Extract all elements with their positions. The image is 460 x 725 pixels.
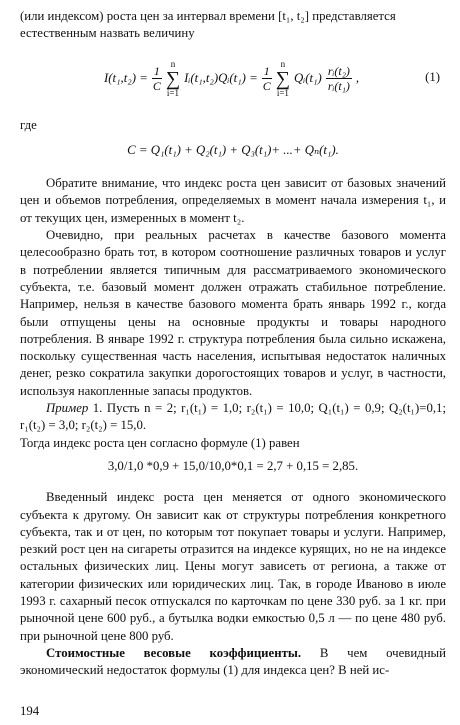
fraction-numerator: rᵢ(t₂): [327, 64, 350, 79]
formula-term: Qᵢ(t₁): [294, 70, 322, 85]
formula-number: (1): [425, 69, 440, 84]
fraction-numerator: 1: [263, 64, 270, 79]
fraction: [152, 64, 162, 93]
fraction: [326, 64, 352, 93]
sum-sign: n ∑ i=1: [165, 58, 181, 98]
section-heading: Стоимостные весовые коэффициенты.: [46, 645, 302, 660]
sum-lower-limit: i=1: [166, 87, 179, 98]
example-label: Пример: [46, 401, 89, 416]
paragraph: [20, 645, 446, 680]
text-line: где: [20, 117, 37, 132]
sum-sign: n ∑ i=1: [275, 58, 291, 98]
fraction-denominator: C: [152, 79, 161, 94]
sum-lower-limit: i=1: [276, 87, 289, 98]
formula-end: ,: [355, 70, 360, 85]
text-line: естественным назвать величину: [20, 26, 195, 41]
example-text: 1. Пусть n = 2; r₁(t₁) = 1,0; r₂(t₁) = 10,0; Q₁(t₁) = 0,9; Q₂(t₁)=0,1; r₁(t₂) = 3,0; r₂(t₂) = 15,0.: [20, 401, 446, 433]
formula-3: 3,0/1,0 *0,9 + 15,0/10,0*0,1 = 2,7 + 0,15 = 2,85.: [107, 458, 359, 473]
fraction: [262, 64, 272, 93]
fraction-denominator: rᵢ(t₁): [327, 79, 350, 94]
formula-term: Iᵢ(t₁,t₂)Qᵢ(t₁) =: [184, 70, 258, 85]
fraction-numerator: 1: [153, 64, 160, 79]
example-paragraph: [20, 400, 446, 435]
sum-upper-limit: n: [280, 58, 286, 69]
paragraph: Очевидно, при реальных расчетах в качестве базового момента целесообразно брать тот, в котором соотношение различных товаров и услуг в потреблении является типичным для рассматриваемого экономического субъекта, т.е. базовый момент должен отражать стабильное потребление. Например, нельзя в качестве базового момента брать январь 1992 г., когда были отпущены цены на основные продукты и товары народного потребления. В январе 1992 г. структура потребления была сильно искажена, поскольку существенная часть населения, испытывая недостаток наличных денег, резко сократила закупки дорогостоящих товаров и услуг, в частности, используя накопленные запасы продуктов.: [20, 228, 446, 398]
paragraph: Обратите внимание, что индекс роста цен зависит от базовых значений цен и объемов потребления, определяемых в момент начала измерения t₁, и от текущих цен, измеренных в момент t₂.: [20, 176, 446, 225]
paragraph-text: В чем очевидный экономический недостаток формулы (1) для индекса цен? В ней ис-: [20, 645, 446, 678]
formula-lhs: I(t₁,t₂) =: [104, 70, 148, 85]
text-line: Тогда индекс роста цен согласно формуле (1) равен: [20, 435, 300, 450]
text-line: (или индексом) роста цен за интервал времени [t₁, t₂] представляется: [20, 9, 396, 23]
sum-upper-limit: n: [170, 58, 176, 69]
paragraph: Введенный индекс роста цен меняется от одного экономического субъекта к другому. Он зависит как от структуры потребления конкретного субъекта, так и от цен, по которым тот покупает товары и услуги. Например, резкий рост цен на сигареты отразится на индексе курящих, но не на индексе остальных физических лиц. Цены могут зависеть от региона, а также от категории физических или юридических лиц. Так, в городе Иваново в июле 1993 г. сахарный песок отпускался по карточкам по цене 330 руб. за 1 кг. при рыночной цене 600 руб., а бутылка водки емкостью 0,5 л — по цене 480 руб. при рыночной цене 800 руб.: [20, 490, 446, 643]
formula-2: C = Q₁(t₁) + Q₂(t₁) + Q₃(t₁)+ ...+ Qₙ(t₁).: [127, 142, 339, 157]
fraction-denominator: C: [262, 79, 271, 94]
page-number: 194: [20, 704, 40, 718]
formula-1: [20, 51, 446, 107]
